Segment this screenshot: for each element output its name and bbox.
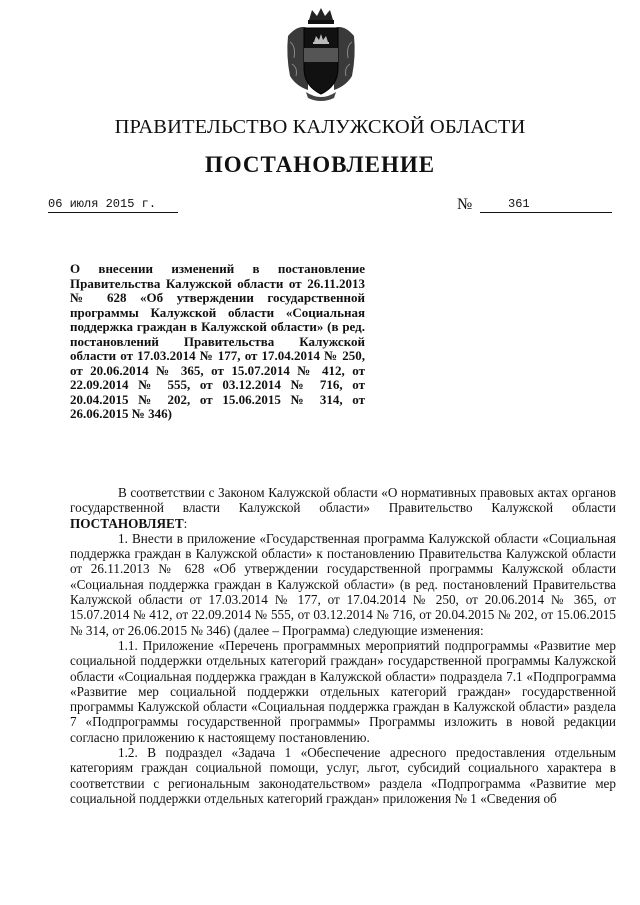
document-number: 361	[480, 197, 612, 213]
clause-1-2: 1.2. В подраздел «Задача 1 «Обеспечение адресного предоставления отдельным категориям граждан социальной помощи, услуг, льгот, субсидий социального характера в соответствии с региональным законодательством» раздела «Подпрограмма «Развитие мер социальной поддержки отдельных категорий граждан» приложения № 1 «Сведения об	[70, 745, 616, 806]
coat-of-arms-emblem	[284, 6, 358, 102]
document-type-title: ПОСТАНОВЛЕНИЕ	[204, 152, 436, 177]
document-subject: О внесении изменений в постановление Правительства Калужской области от 26.11.2013 № 628 «Об утверждении государственной программы Калужской области «Социальная поддержка граждан в Калужской области» (в ред. постановлений Правительства Калужской области от 17.03.2014 № 177, от 17.04.2014 № 250, от 20.06.2014 № 365, от 15.07.2014 № 412, от 22.09.2014 № 555, от 03.12.2014 № 716, от 20.04.2015 № 202, от 15.06.2015 № 314, от 26.06.2015 № 346)	[70, 261, 365, 421]
clause-1-1: 1.1. Приложение «Перечень программных мероприятий подпрограммы «Развитие мер социальной поддержки отдельных категорий граждан» государственной программы Калужской области «Социальная поддержка граждан в Калужской области» подраздела 7.1 «Подпрограмма «Развитие мер социальной поддержки отдельных категорий граждан» государственной программы Калужской области «Социальная поддержка граждан в Калужской области» раздела 7 «Подпрограммы государственной программы» Программы изложить в новой редакции согласно приложению к настоящему постановлению.	[70, 637, 616, 745]
decree-colon: :	[183, 515, 188, 531]
clause-1: 1. Внести в приложение «Государственная программа Калужской области «Социальная поддержка граждан в Калужской области» к постановлению Правительства Калужской области от 26.11.2013 № 628 «Об утверждении государственной программы Калужской области «Социальная поддержка граждан в Калужской области» (в ред. постановлений Правительства Калужской области от 17.03.2014 № 177, от 17.04.2014 № 250, от 20.06.2014 № 365, от 15.07.2014 № 412, от 22.09.2014 № 555, от 03.12.2014 № 716, от 20.04.2015 № 202, от 15.06.2015 № 314, от 26.06.2015 № 346) (далее – Программа) следующие изменения:	[70, 530, 616, 638]
government-title: ПРАВИТЕЛЬСТВО КАЛУЖСКОЙ ОБЛАСТИ	[114, 116, 526, 138]
document-body	[70, 485, 616, 806]
preamble-paragraph	[70, 485, 616, 531]
number-sign: №	[457, 196, 473, 213]
decree-word: ПОСТАНОВЛЯЕТ	[70, 515, 184, 531]
preamble-text: В соответствии с Законом Калужской области «О нормативных правовых актах органов государственной власти Калужской области» Правительство Калужской области	[70, 485, 616, 516]
document-date: 06 июля 2015 г.	[48, 197, 178, 213]
